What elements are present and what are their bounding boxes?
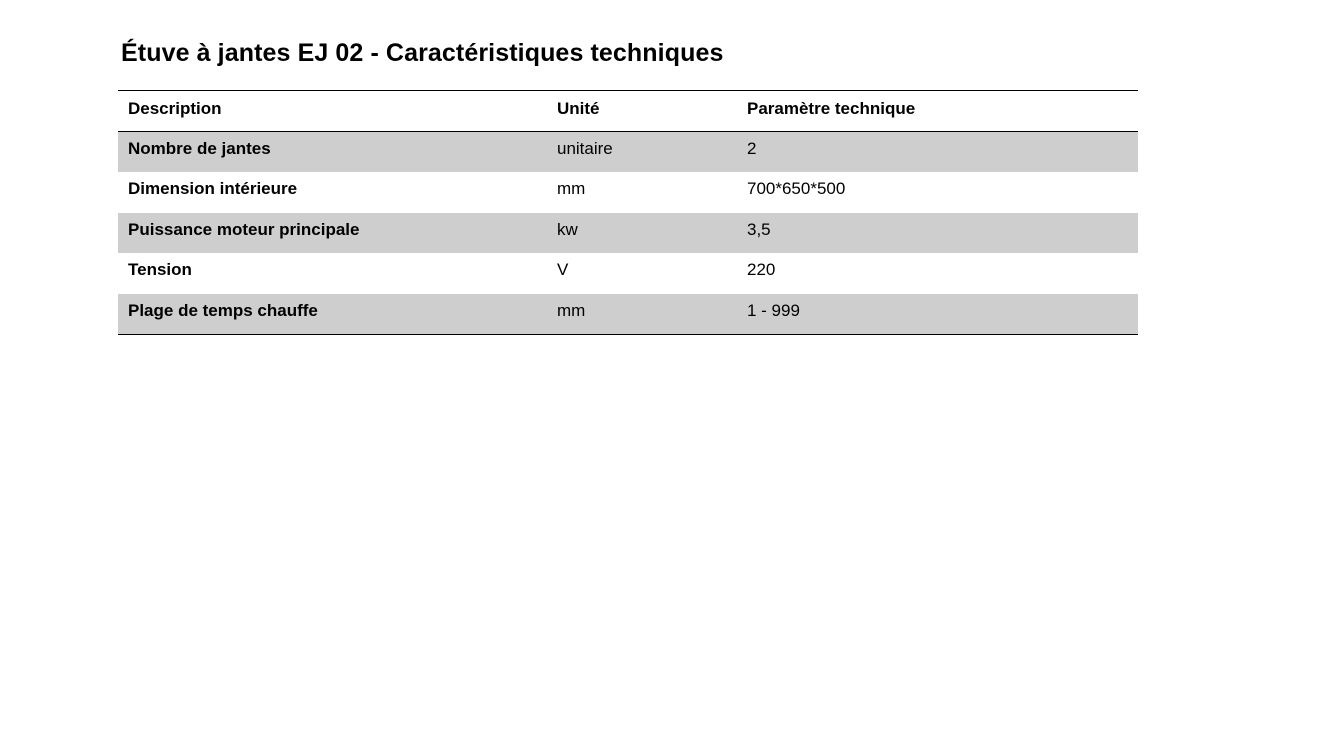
spec-table bbox=[118, 90, 1138, 335]
row-value: 700*650*500 bbox=[747, 179, 846, 198]
page-title: Étuve à jantes EJ 02 - Caractéristiques techniques bbox=[121, 39, 724, 67]
table-row bbox=[118, 294, 1138, 335]
row-value: 220 bbox=[747, 260, 776, 279]
table-row bbox=[118, 172, 1138, 213]
table-body bbox=[118, 132, 1138, 335]
table-header bbox=[118, 91, 1138, 132]
column-header-unit: Unité bbox=[557, 99, 600, 118]
table-row bbox=[118, 253, 1138, 294]
row-value: 2 bbox=[747, 139, 757, 158]
row-description: Puissance moteur principale bbox=[128, 219, 360, 239]
row-value: 3,5 bbox=[747, 219, 771, 239]
row-description: Plage de temps chauffe bbox=[128, 300, 318, 320]
row-unit: unitaire bbox=[557, 139, 613, 158]
row-unit: kw bbox=[557, 219, 578, 239]
row-unit: V bbox=[557, 260, 569, 279]
table-header-row bbox=[118, 91, 1138, 132]
column-header-description: Description bbox=[128, 99, 222, 118]
table-row bbox=[118, 213, 1138, 254]
table-row bbox=[118, 132, 1138, 173]
row-description: Dimension intérieure bbox=[128, 179, 298, 198]
row-unit: mm bbox=[557, 300, 586, 320]
row-description: Tension bbox=[128, 260, 192, 279]
column-header-value: Paramètre technique bbox=[747, 99, 916, 118]
row-value: 1 - 999 bbox=[747, 300, 800, 320]
row-unit: mm bbox=[557, 179, 586, 198]
row-description: Nombre de jantes bbox=[128, 139, 271, 158]
